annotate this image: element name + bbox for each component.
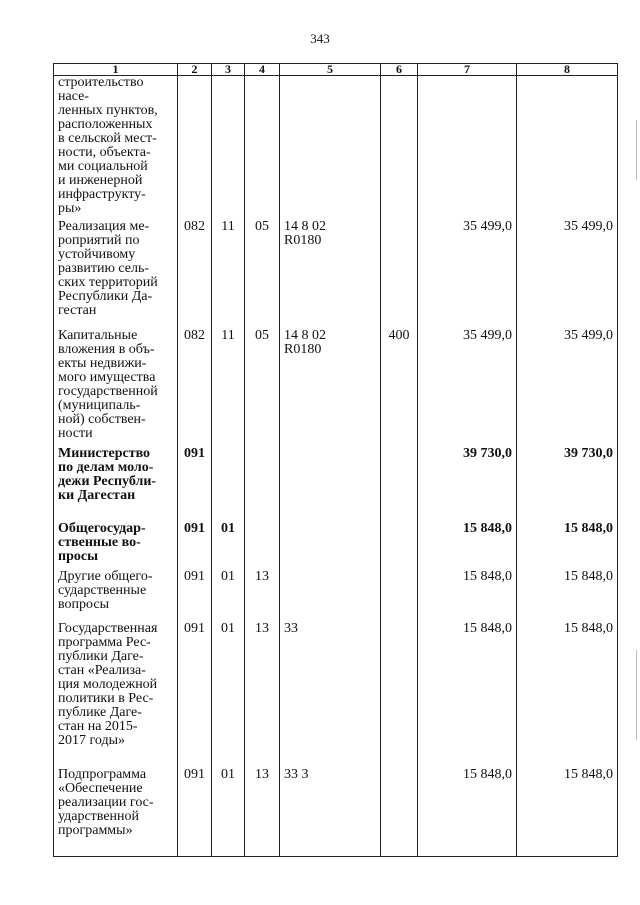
ministry-code: 082 [184,219,205,234]
row-name: Подпрограмма «Обеспечение реализации гос- ударственной программы» [58,767,154,838]
ministry-code: 091 [184,446,205,461]
section-code: 01 [221,621,235,636]
section-code: 01 [221,767,235,782]
table-row [54,570,618,622]
row-name: Общегосудар- ственные во- просы [58,521,146,564]
table-row [54,220,618,329]
section-code: 01 [221,569,235,584]
row-name: Реализация ме- роприятий по устойчивому развитию сель- ских территорий Республики Да- гестан [58,219,158,318]
sum-col7: 35 499,0 [463,219,512,234]
sum-col7: 39 730,0 [463,446,512,461]
row-name: Государственная программа Рес- публики Даге- стан «Реализа- ция молодежной политики в Рес- публике Даге- стан на 2015- 2017 годы» [58,621,158,748]
column-header: 7 [418,64,517,76]
section-code: 01 [221,521,235,536]
subsection-code: 05 [255,219,269,234]
table-row [54,768,618,857]
table-header-row [54,64,618,76]
sum-col7: 15 848,0 [463,767,512,782]
column-header: 5 [280,64,381,76]
sum-col8: 15 848,0 [564,569,613,584]
subsection-code: 05 [255,328,269,343]
subsection-code: 13 [255,621,269,636]
sum-col7: 15 848,0 [463,569,512,584]
ministry-code: 091 [184,767,205,782]
ministry-code: 091 [184,521,205,536]
section-code: 11 [221,219,235,234]
subsection-code: 13 [255,767,269,782]
row-name: Другие общего- сударственные вопросы [58,569,153,612]
table-row [54,329,618,447]
sum-col8: 35 499,0 [564,328,613,343]
ministry-code: 082 [184,328,205,343]
expense-type: 400 [388,328,410,343]
scan-edge-mark [636,650,637,740]
sum-col8: 39 730,0 [564,446,613,461]
column-header: 1 [54,64,178,76]
sum-col7: 15 848,0 [463,621,512,636]
table-row [54,76,618,221]
sum-col8: 15 848,0 [564,521,613,536]
row-name: строительство насе- ленных пунктов, расположенных в сельской мест- ности, объекта- ми социальной и инженерной инфраструкту- ры» [58,75,158,216]
table-row [54,522,618,570]
ministry-code: 091 [184,569,205,584]
target-article: 33 [284,621,298,636]
target-article: 14 8 02 R0180 [284,328,326,357]
sum-col8: 15 848,0 [564,621,613,636]
subsection-code: 13 [255,569,269,584]
table-row [54,622,618,768]
scan-edge-mark [636,120,637,180]
target-article: 14 8 02 R0180 [284,219,326,248]
section-code: 11 [221,328,235,343]
row-name: Капитальные вложения в объ- екты недвижи- мого имущества государственной (муниципаль- ной) собствен- ности [58,328,158,441]
column-header: 8 [517,64,618,76]
column-header: 2 [178,64,212,76]
sum-col7: 15 848,0 [463,521,512,536]
column-header: 3 [212,64,245,76]
sum-col8: 35 499,0 [564,219,613,234]
row-name: Министерство по делам моло- дежи Республи- ки Дагестан [58,446,157,503]
budget-table [53,63,618,857]
column-header: 6 [381,64,418,76]
ministry-code: 091 [184,621,205,636]
column-header: 4 [245,64,280,76]
sum-col7: 35 499,0 [463,328,512,343]
target-article: 33 3 [284,767,309,782]
sum-col8: 15 848,0 [564,767,613,782]
page-number: 343 [310,31,330,46]
table-row [54,447,618,522]
